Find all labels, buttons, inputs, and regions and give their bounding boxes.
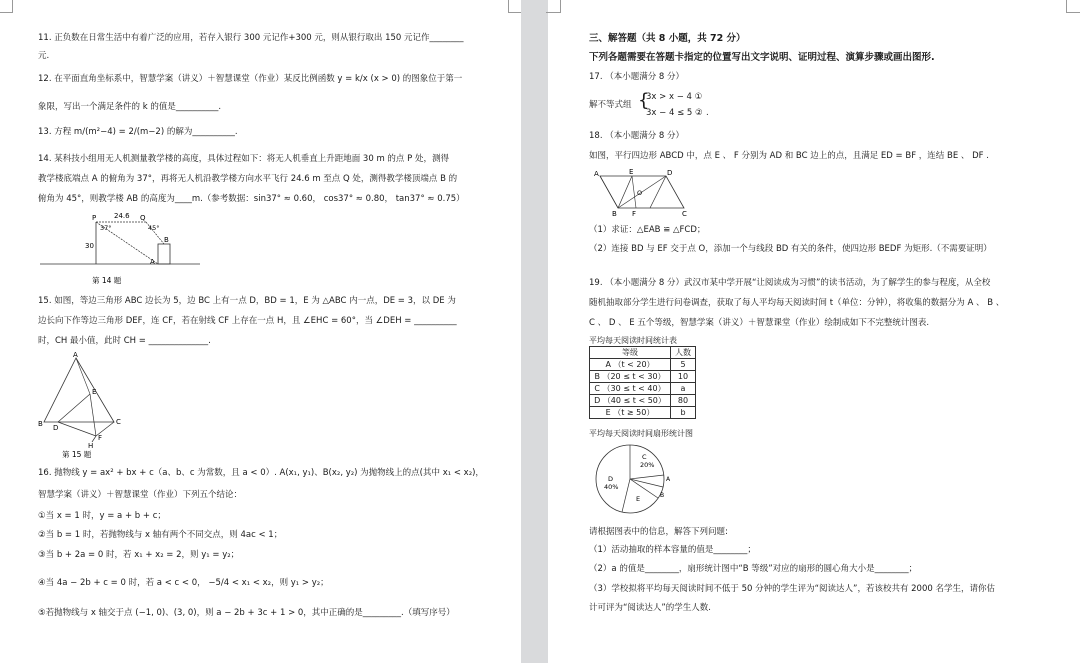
pie-label-d: D xyxy=(608,475,614,483)
q19-part3: 计可评为“阅读达人”的学生人数. xyxy=(589,603,712,613)
q19-part1: （1）活动抽取的样本容量的值是________； xyxy=(589,545,756,555)
table-cell: a xyxy=(671,383,696,395)
table-header: 等级 xyxy=(590,347,671,359)
q19-line: 随机抽取部分学生进行问卷调查，获取了每人平均每天阅读时间 t（单位：分钟），将收集的数据分为 A 、 B 、 xyxy=(589,298,1005,308)
q19-part3: （3）学校拟将平均每天阅读时间不低于 50 分钟的学生评为“阅读达人”，若该校共有 2000 名学生，请你估 xyxy=(589,584,995,594)
table-header-row xyxy=(590,347,696,359)
fig15-label-h: H xyxy=(88,442,94,450)
q12-line: 象限，写出一个满足条件的 k 的值是__________. xyxy=(38,102,222,112)
q16-line: 智慧学案（讲义）＋智慧课堂（作业）下列五个结论： xyxy=(38,490,243,500)
q14-figure xyxy=(40,210,200,290)
fig14-label-b: B xyxy=(164,236,169,244)
q18-figure xyxy=(592,168,702,218)
table-cell: b xyxy=(671,407,696,419)
q19-line: 19. （本小题满分 8 分）武汉市某中学开展“让阅读成为习惯”的读书活动，为了解学生的参与程度，从全校 xyxy=(589,278,991,288)
table-row xyxy=(590,395,696,407)
fig15-label-e: E xyxy=(92,388,97,396)
q19-ask: 请根据图表中的信息，解答下列问题: xyxy=(589,527,728,537)
q12-line: 12. 在平面直角坐标系中，智慧学案（讲义）＋智慧课堂（作业）某反比例函数 y = k/x (x > 0) 的图象位于第一 xyxy=(38,74,463,84)
table-cell: 5 xyxy=(671,359,696,371)
fig14-label-a: A xyxy=(150,258,155,266)
table-cell: C （30 ≤ t < 40） xyxy=(590,383,671,395)
fig14-label-q: Q xyxy=(140,214,146,222)
fig18-label-a: A xyxy=(594,170,599,178)
q17-head: 17. （本小题满分 8 分） xyxy=(589,72,685,82)
fig14-label-ang1: 37° xyxy=(100,224,112,232)
fig15-label-d: D xyxy=(53,424,59,432)
pie-label-a: A xyxy=(666,476,671,483)
q15-line: 边长向下作等边三角形 DEF，连 CF，若在射线 CF 上存在一点 H，且 ∠EHC = 60°，当 ∠DEH = __________ xyxy=(38,316,457,326)
q14-line: 14. 某科技小组用无人机测量教学楼的高度，具体过程如下：将无人机垂直上升距地面 30 m 的点 P 处，测得 xyxy=(38,154,449,164)
pie-label-c: C xyxy=(642,453,647,461)
fig15-label-a: A xyxy=(73,351,78,359)
q15-line: 15. 如图，等边三角形 ABC 边长为 5，边 BC 上有一点 D，BD = 1，E 为 △ABC 内一点，DE = 3，以 DE 为 xyxy=(38,296,456,306)
q17-ineq2: 3x − 4 ≤ 5 ② xyxy=(646,108,703,118)
table-row xyxy=(590,359,696,371)
q18-head: 18. （本小题满分 8 分） xyxy=(589,131,685,141)
fig18-label-o: O xyxy=(637,189,643,197)
q16-line: ④当 4a − 2b + c = 0 时，若 a < c < 0， −5/4 < x₁ < x₂，则 y₁ > y₂； xyxy=(38,578,329,588)
q17-lead: 解不等式组 xyxy=(589,100,632,110)
reading-time-table xyxy=(589,346,696,419)
section-note: 下列各题需要在答题卡指定的位置写出文字说明、证明过程、演算步骤或画出图形. xyxy=(589,52,935,63)
fig14-label-dist: 24.6 xyxy=(114,212,130,220)
q15-line: 时，CH 最小值，此时 CH = ______________. xyxy=(38,336,211,346)
q14-line: 教学楼底端点 A 的俯角为 37°，再将无人机沿教学楼方向水平飞行 24.6 m 至点 Q 处，测得教学楼顶端点 B 的 xyxy=(38,174,458,184)
table-cell: B （20 ≤ t < 30） xyxy=(590,371,671,383)
q18-text: 如图，平行四边形 ABCD 中，点 E 、 F 分别为 AD 和 BC 边上的点，且满足 ED = BF ，连结 BE 、 DF . xyxy=(589,151,989,161)
fig18-label-e: E xyxy=(629,168,634,176)
brace-icon: { xyxy=(638,90,650,111)
q15-figure xyxy=(38,350,138,460)
pie-chart xyxy=(592,441,682,521)
q19-line: C 、 D 、 E 五个等级，智慧学案（讲义）＋智慧课堂（作业）绘制成如下不完整统计图表. xyxy=(589,318,930,328)
q19-part2: （2）a 的值是________，扇形统计图中“B 等级”对应的扇形的圆心角大小是________； xyxy=(589,564,918,574)
table-cell: A （t < 20） xyxy=(590,359,671,371)
fig14-label-p: P xyxy=(92,214,97,222)
q16-line: 16. 抛物线 y = ax² + bx + c（a、b、c 为常数，且 a < 0）. A(x₁, y₁)、B(x₂, y₂) 为抛物线上的点(其中 x₁ < x₂)， xyxy=(38,468,484,478)
fig18-label-d: D xyxy=(667,169,673,177)
pie-label-e: E xyxy=(636,495,641,503)
q16-line: ⑤若抛物线与 x 轴交于点 (−1, 0)、(3, 0)，则 a − 2b + 3c + 1 > 0，其中正确的是_________.（填写序号） xyxy=(38,608,455,618)
crop-mark xyxy=(1066,0,1080,13)
right-page xyxy=(548,0,1080,663)
q16-line: ①当 x = 1 时，y = a + b + c； xyxy=(38,511,166,521)
pie-label-c-pct: 20% xyxy=(640,461,655,469)
table-cell: D （40 ≤ t < 50） xyxy=(590,395,671,407)
q11-line: 11. 正负数在日常生活中有着广泛的应用，若存入银行 300 元记作+300 元，则从银行取出 150 元记作________ xyxy=(38,33,464,43)
table-cell: 10 xyxy=(671,371,696,383)
q18-part2: （2）连接 BD 与 EF 交于点 O，添加一个与线段 BD 有关的条件，使四边形 BEDF 为矩形.（不需要证明） xyxy=(589,244,992,254)
fig14-label-ang2: 45° xyxy=(148,224,160,232)
crop-mark xyxy=(546,0,561,13)
table-title: 平均每天阅读时间统计表 xyxy=(589,336,677,345)
fig18-label-b: B xyxy=(612,210,617,218)
pie-title: 平均每天阅读时间扇形统计图 xyxy=(589,429,693,438)
q18-part1: （1）求证：△EAB ≌ △FCD； xyxy=(589,225,706,235)
q16-line: ③当 b + 2a = 0 时，若 x₁ + x₂ = 2，则 y₁ = y₂； xyxy=(38,550,240,560)
table-row xyxy=(590,383,696,395)
left-page xyxy=(0,0,521,663)
section-title: 三、解答题（共 8 小题，共 72 分） xyxy=(589,33,746,44)
pie-label-d-pct: 40% xyxy=(604,483,619,491)
pie-label-b: B xyxy=(660,492,665,499)
table-row xyxy=(590,407,696,419)
fig14-label-h: 30 xyxy=(85,242,94,250)
fig15-caption: 第 15 题 xyxy=(62,450,92,459)
table-header: 人数 xyxy=(671,347,696,359)
q13-line: 13. 方程 m/(m²−4) = 2/(m−2) 的解为__________. xyxy=(38,127,238,137)
table-cell: 80 xyxy=(671,395,696,407)
table-row xyxy=(590,371,696,383)
crop-mark xyxy=(0,0,13,13)
fig15-label-f: F xyxy=(98,434,103,442)
q17-ineq1: 3x > x − 4 ① xyxy=(646,92,703,102)
q14-line: 俯角为 45°，则教学楼 AB 的高度为____m.（参考数据：sin37° ≈ 0.60， cos37° ≈ 0.80， tan37° ≈ 0.75） xyxy=(38,194,465,204)
page-gap xyxy=(521,0,548,663)
fig18-label-c: C xyxy=(682,210,687,218)
fig15-label-c: C xyxy=(116,418,121,426)
q11-line: 元. xyxy=(38,51,50,61)
fig14-caption: 第 14 题 xyxy=(92,276,122,285)
fig18-label-f: F xyxy=(632,210,637,218)
table-cell: E （t ≥ 50） xyxy=(590,407,671,419)
q16-line: ②当 b = 1 时，若抛物线与 x 轴有两个不同交点，则 4ac < 1； xyxy=(38,530,283,540)
fig15-label-b: B xyxy=(38,420,43,428)
q17-end: . xyxy=(706,108,709,118)
